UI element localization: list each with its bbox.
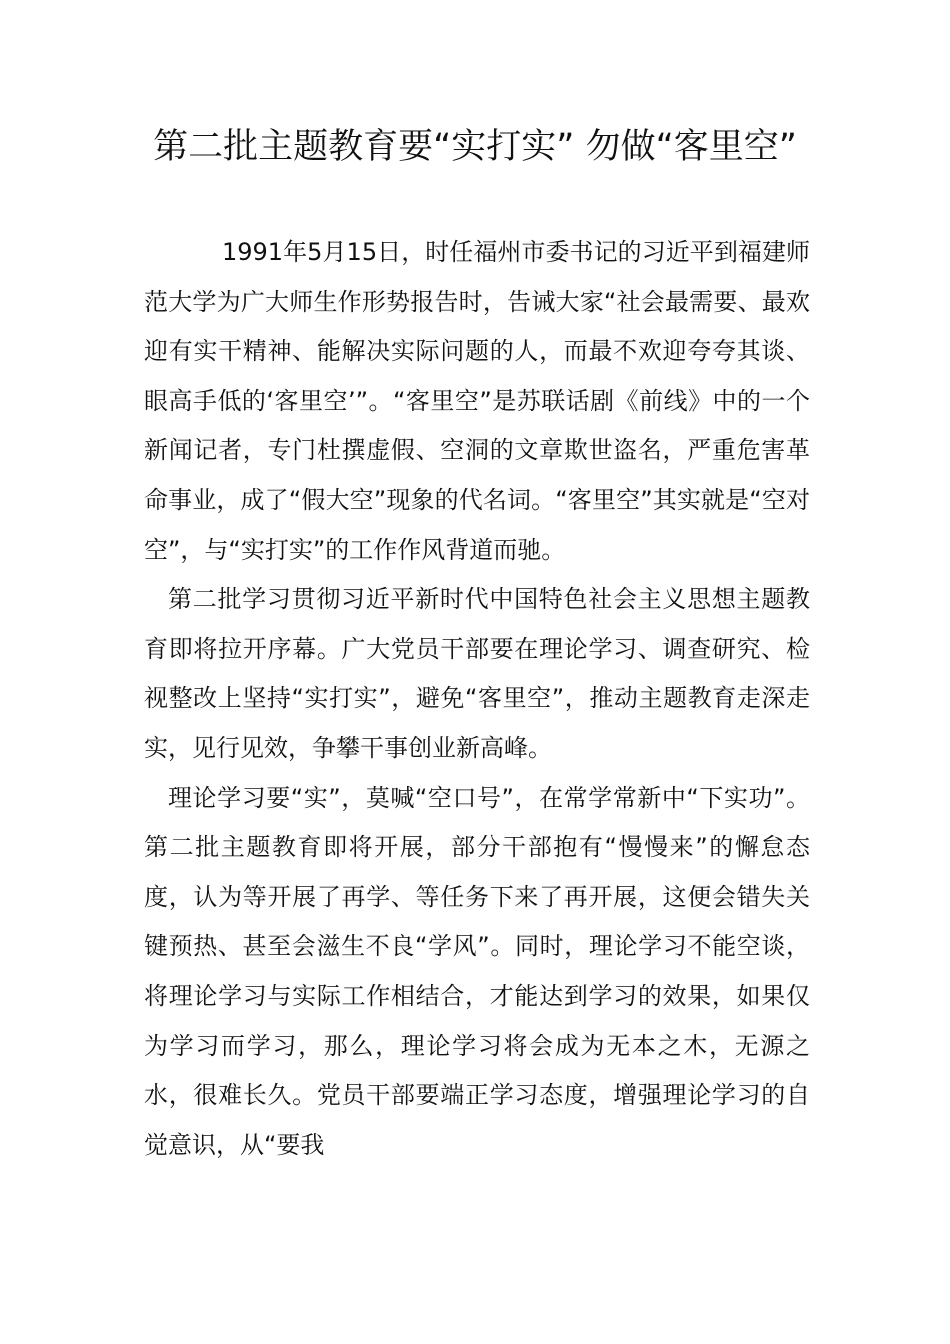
paragraph-3: 理论学习要“实”，莫喊“空口号”，在常学常新中“下实功”。第二批主题教育即将开展，部分干部抱有“慢慢来”的懈怠态度，认为等开展了再学、等任务下来了再开展，这便会错失关键预热、甚至会滋生不良“学风”。同时，理论学习不能空谈，将理论学习与实际工作相结合，才能达到学习的效果，如果仅为学习而学习，那么，理论学习将会成为无本之木，无源之水，很难长久。党员干部要端正学习态度，增强理论学习的自觉意识，从“要我 <box>144 783 810 1159</box>
paragraph-2: 第二批学习贯彻习近平新时代中国特色社会主义思想主题教育即将拉开序幕。广大党员干部要在理论学习、调查研究、检视整改上坚持“实打实”，避免“客里空”，推动主题教育走深走实，见行见效，争攀干事创业新高峰。 <box>144 585 810 762</box>
paragraph-1: 1991年5月15日，时任福州市委书记的习近平到福建师范大学为广大师生作形势报告时，告诫大家“社会最需要、最欢迎有实干精神、能解决实际问题的人，而最不欢迎夸夸其谈、眼高手低的‘客里空’”。“客里空”是苏联话剧《前线》中的一个新闻记者，专门杜撰虚假、空洞的文章欺世盗名，严重危害革命事业，成了“假大空”现象的代名词。“客里空”其实就是“空对空”，与“实打实”的工作作风背道而驰。 <box>144 238 810 564</box>
document-body <box>144 228 810 1170</box>
document-title: 第二批主题教育要“实打实” 勿做“客里空” <box>153 127 797 167</box>
